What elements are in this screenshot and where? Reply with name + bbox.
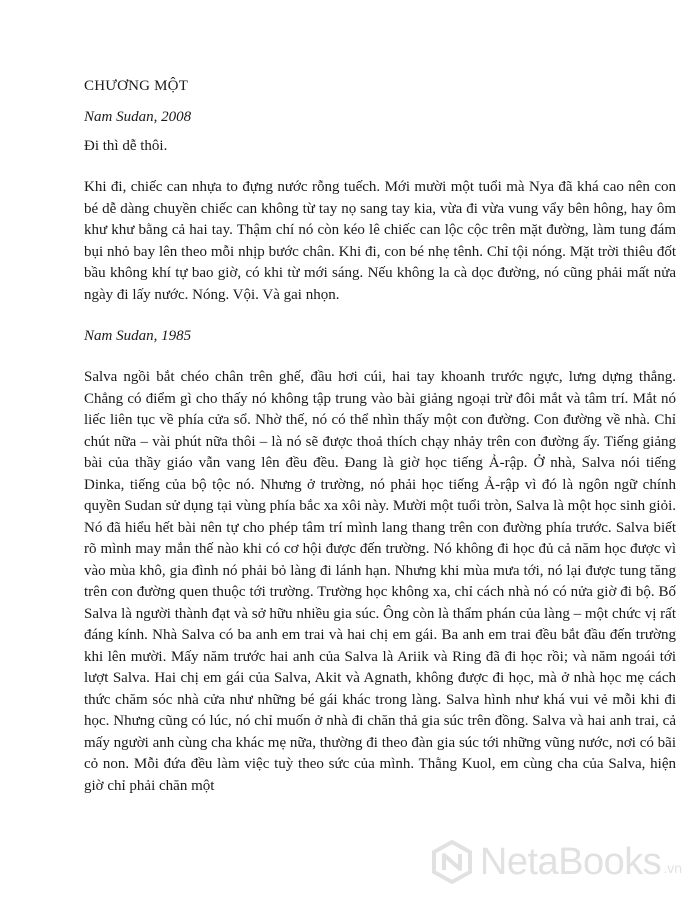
watermark-suffix: .vn	[663, 860, 682, 876]
section1-place-date: Nam Sudan, 2008	[84, 109, 192, 125]
netabooks-watermark	[430, 840, 682, 884]
opening-line: Đi thì dễ thôi.	[84, 138, 168, 154]
netabooks-logo-icon	[430, 840, 474, 884]
chapter-title: CHƯƠNG MỘT	[84, 78, 189, 94]
section2-place-date: Nam Sudan, 1985	[84, 328, 192, 344]
watermark-text: NetaBooks	[479, 840, 662, 883]
page-content	[84, 78, 676, 797]
section2-paragraph: Salva ngồi bắt chéo chân trên ghế, đầu hơi cúi, hai tay khoanh trước ngực, lưng dựng thẳng. Chẳng có điểm gì cho thấy nó không tập trung vào bài giảng ngoại trừ đôi mắt và tâm trí. Mắt nó liếc liên tục về phía cửa sổ. Nhờ thế, nó có thể nhìn thấy một con đường. Con đường về nhà. Chỉ chút nữa – vài phút nữa thôi – là nó sẽ được thoả thích chạy nhảy trên con đường ấy. Tiếng giảng bài của thầy giáo vẫn vang lên đều đều. Đang là giờ học tiếng Ả-rập. Ở nhà, Salva nói tiếng Dinka, tiếng của bộ tộc nó. Nhưng ở trường, nó phải học tiếng Ả-rập vì đó là ngôn ngữ chính quyền Sudan sử dụng tại vùng phía bắc xa xôi này. Mười một tuổi tròn, Salva là một học sinh giỏi. Nó đã hiểu hết bài nên tự cho phép tâm trí mình lang thang trên con đường phía trước. Salva biết rõ mình may mắn thế nào khi có cơ hội được đến trường. Nó không đi học đủ cả năm học được vì vào mùa khô, gia đình nó phải bỏ làng đi lánh hạn. Nhưng khi mùa mưa tới, nó lại được tung tăng trên con đường quen thuộc tới trường. Trường học không xa, chỉ cách nhà nó có nửa giờ đi bộ. Bố Salva là người thành đạt và sở hữu nhiều gia súc. Ông còn là thẩm phán của làng – một chức vị rất đáng kính. Nhà Salva có ba anh em trai và hai chị em gái. Ba anh em trai đều bắt đầu đến trường khi lên mười. Mấy năm trước hai anh của Salva là Ariik và Ring đã đi học rồi; và năm ngoái tới lượt Salva. Hai chị em gái của Salva, Akit và Agnath, không được đi học, mà ở nhà học mẹ cách thức chăm sóc nhà cửa như những bé gái khác trong làng. Salva hình như khá vui vẻ mỗi khi đi học. Nhưng cũng có lúc, nó chỉ muốn ở nhà đi chăn thả gia súc trên đồng. Salva và hai anh trai, cả mấy người anh cùng cha khác mẹ nữa, thường đi theo đàn gia súc tới những vũng nước, nơi có bãi cỏ non. Mỗi đứa đều làm việc tuỳ theo sức của mình. Thằng Kuol, em cùng cha của Salva, hiện giờ chỉ phải chăn một	[84, 369, 676, 794]
section1-paragraph: Khi đi, chiếc can nhựa to đựng nước rỗng tuếch. Mới mười một tuổi mà Nya đã khá cao nên con bé dễ dàng chuyền chiếc can không từ tay nọ sang tay kia, vừa đi vừa vung vẩy bên hông, hay ôm khư khư bằng cả hai tay. Thậm chí nó còn kéo lê chiếc can lộc cộc trên mặt đường, làm tung đám bụi nhỏ bay lên theo mỗi nhịp bước chân. Khi đi, con bé nhẹ tênh. Chỉ tội nóng. Mặt trời thiêu đốt bầu không khí tự bao giờ, có khi từ mới sáng. Nếu không la cà dọc đường, nó cũng phải mất nửa ngày đi lấy nước. Nóng. Vội. Và gai nhọn.	[84, 179, 676, 303]
